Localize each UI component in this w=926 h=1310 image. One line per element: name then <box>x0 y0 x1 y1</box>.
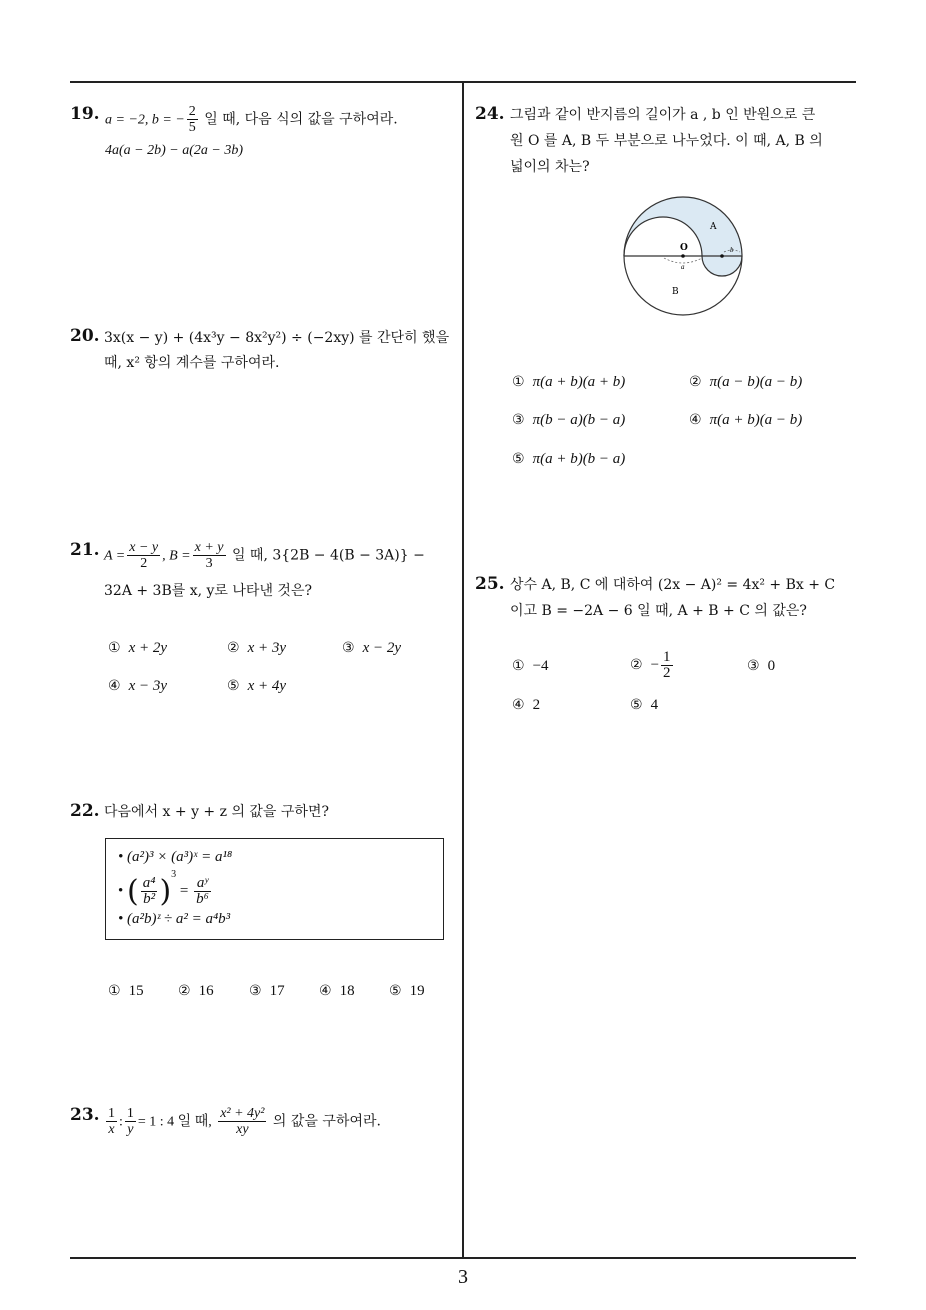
q22-choice-1: ① 15 <box>108 983 144 999</box>
q22-choice-5: ⑤ 19 <box>389 983 425 999</box>
q22-choice-3: ③ 17 <box>249 983 285 999</box>
q25-choice-5: ⑤ 4 <box>630 697 659 713</box>
q23-number: 23. <box>70 1105 100 1125</box>
q21-frac-b: $\frac{x + y}{3}$ <box>194 540 224 571</box>
center-o-dot <box>681 254 685 258</box>
center-b-dot <box>720 254 724 258</box>
label-a-region: A <box>710 222 717 232</box>
q24-choice-3: ③ π(b − a)(b − a) <box>512 412 626 428</box>
q19-expression: 4a(a − 2b) − a(2a − 3b) <box>105 143 243 158</box>
q23-question: $\frac{1}{x}$ : $\frac{1}{y}$ = 1 : 4 일 때, $\frac{\text{x² + 4y²}}{xy}$ 의 값을 구하여라. <box>108 1106 381 1137</box>
q22-condition-box <box>105 838 444 940</box>
q22-text: 다음에서 x + y + z 의 값을 구하면? <box>104 804 329 820</box>
q19-fraction: $\frac{2}{5}$ <box>188 104 196 135</box>
q25-line2: 이고 B = −2A − 6 일 때, A + B + C 의 값은? <box>510 603 807 619</box>
q22-condition-2: • ( $\frac{\text{a⁴}}{\text{b²}}$ )$^3$ = $\frac{\text{aʸ}}{\text{b⁶}}$ <box>118 869 209 910</box>
q21-number: 21. <box>70 540 100 560</box>
q24-choice-2: ② π(a − b)(a − b) <box>689 374 803 390</box>
footer-rule <box>70 1257 856 1259</box>
q21-line1: A = $\frac{x - y}{2}$ , B = $\frac{x + y}{3}$ 일 때, 3{2B − 4(B − 3A)} − <box>104 540 425 571</box>
q24-line1: 그림과 같이 반지름의 길이가 a , b 인 반원으로 큰 <box>510 107 816 123</box>
label-b: b <box>730 246 734 254</box>
q20-number: 20. <box>70 326 100 346</box>
q24-line2: 원 O 를 A, B 두 부분으로 나누었다. 이 때, A, B 의 <box>510 133 823 149</box>
q19-question <box>105 104 398 135</box>
q21-choice-1: ① x + 2y <box>108 640 167 656</box>
q21-choice-4: ④ x − 3y <box>108 678 167 694</box>
q25-choice-1: ① −4 <box>512 658 549 674</box>
q25-choice-2: ② − $\frac{1}{2}$ <box>630 649 671 681</box>
label-o: O <box>680 243 688 253</box>
q22-condition-1: • (a²)³ × (a³)ˣ = a¹⁸ <box>118 849 233 865</box>
q21-choice-5: ⑤ x + 4y <box>227 678 286 694</box>
q22-number: 22. <box>70 801 100 821</box>
q25-line1: 상수 A, B, C 에 대하여 (2x − A)² = 4x² + Bx + C <box>510 577 836 593</box>
q20-line1: 3x(x − y) + (4x³y − 8x²y²) ÷ (−2xy) 를 간단히 했을 <box>104 330 450 346</box>
q19-text-a: a = −2, b = − <box>105 112 185 128</box>
q19-text-b: 일 때, 다음 식의 값을 구하여라. <box>199 111 398 128</box>
q25-number: 25. <box>475 574 505 594</box>
q24-choice-4: ④ π(a + b)(a − b) <box>689 412 803 428</box>
q24-choice-5: ⑤ π(a + b)(b − a) <box>512 451 626 467</box>
q22-condition-3: • (a²b)ᶻ ÷ a² = a⁴b³ <box>118 911 231 927</box>
q19-number: 19. <box>70 104 100 124</box>
q21-choice-2: ② x + 3y <box>227 640 286 656</box>
q21-frac-a: $\frac{x - y}{2}$ <box>129 540 159 571</box>
page-number: 3 <box>458 1266 468 1288</box>
label-a: a <box>681 263 685 271</box>
label-b-region: B <box>672 287 679 297</box>
q25-choice-4: ④ 2 <box>512 697 541 713</box>
q22-choice-2: ② 16 <box>178 983 214 999</box>
q24-choice-1: ① π(a + b)(a + b) <box>512 374 626 390</box>
q21-choice-3: ③ x − 2y <box>342 640 401 656</box>
q21-line2: 32A + 3B를 x, y로 나타낸 것은? <box>104 583 312 599</box>
q20-line2: 때, x² 항의 계수를 구하여라. <box>104 355 280 371</box>
q22-choice-4: ④ 18 <box>319 983 355 999</box>
q24-number: 24. <box>475 104 505 124</box>
column-divider <box>462 82 464 1258</box>
q24-circle-figure <box>618 190 748 320</box>
q24-line3: 넓이의 차는? <box>510 159 590 175</box>
q25-choice-3: ③ 0 <box>747 658 776 674</box>
